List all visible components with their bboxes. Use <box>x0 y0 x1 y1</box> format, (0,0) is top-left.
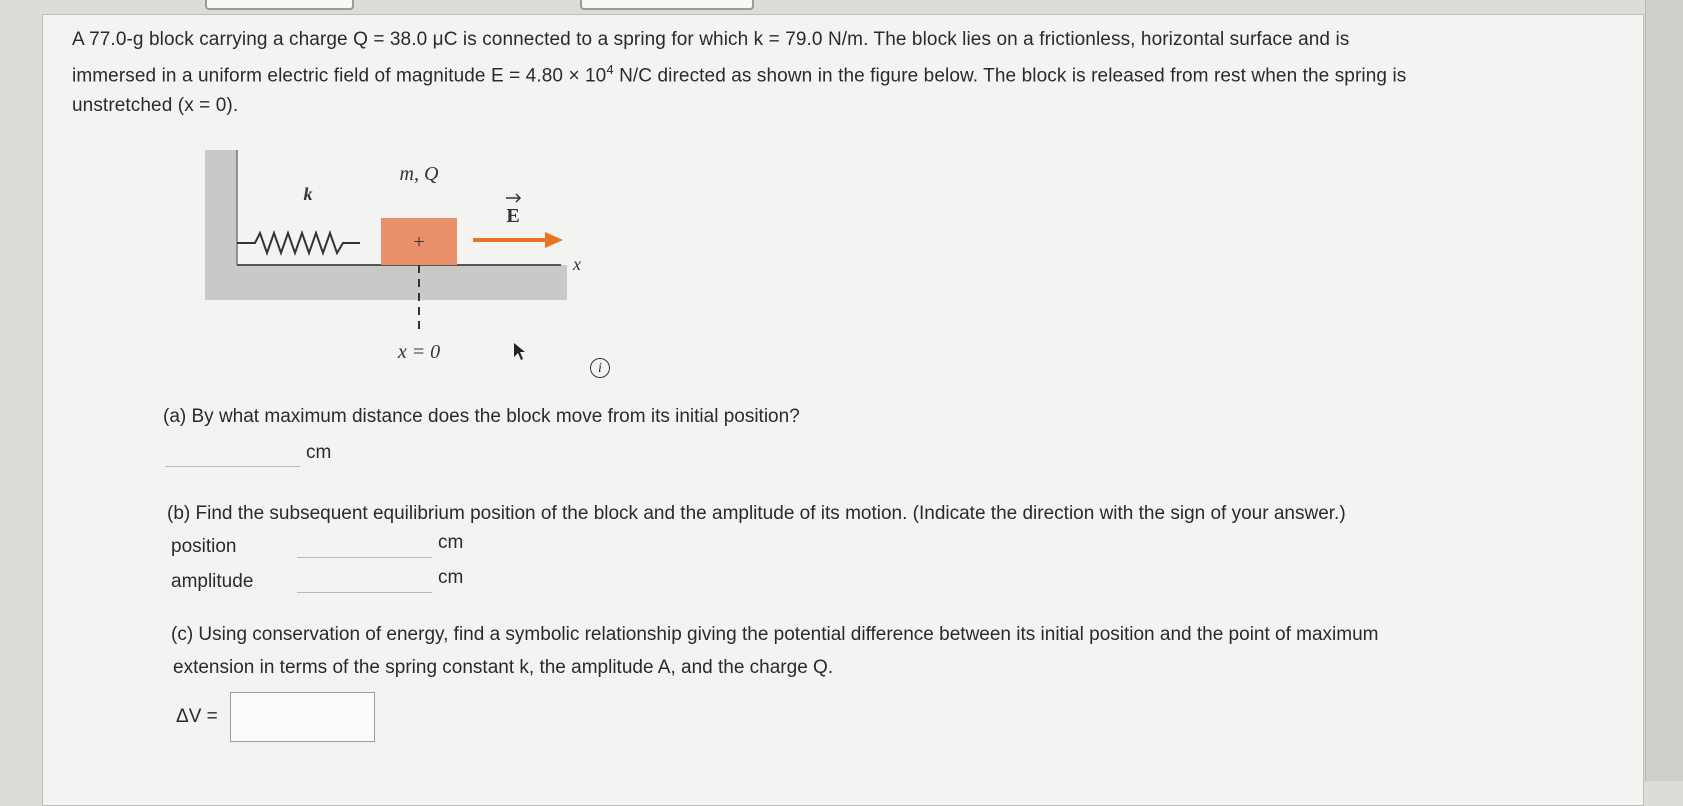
question-b-text: (b) Find the subsequent equilibrium position of the block and the amplitude of its motion. (Indicate the direction with the sign of your answer.) <box>167 503 1346 524</box>
page-edge <box>1645 0 1683 781</box>
origin-label: x = 0 <box>397 341 441 363</box>
amplitude-input[interactable] <box>297 592 432 593</box>
floor <box>237 265 567 300</box>
wall <box>205 150 237 300</box>
delta-v-label: ΔV = <box>176 706 218 727</box>
block-label: m, Q <box>399 163 439 185</box>
question-c-line-1: (c) Using conservation of energy, find a symbolic relationship giving the potential difference between its initial position and the point of maximum <box>171 624 1379 645</box>
answer-a-unit: cm <box>306 442 332 463</box>
amplitude-unit: cm <box>438 567 464 588</box>
field-label: E <box>506 205 520 227</box>
question-c-line-2: extension in terms of the spring constant k, the amplitude A, and the charge Q. <box>173 657 834 678</box>
spring-block-figure <box>205 150 635 380</box>
position-unit: cm <box>438 532 464 553</box>
amplitude-label: amplitude <box>171 571 254 592</box>
problem-statement <box>72 25 1632 121</box>
exponent: 4 <box>606 62 614 77</box>
axis-label: x <box>573 254 581 274</box>
spring-label: k <box>303 184 313 204</box>
intro-line-3: unstretched (x = 0). <box>72 95 239 117</box>
intro-line-1: A 77.0-g block carrying a charge Q = 38.0 μC is connected to a spring for which k = 79.0 N/m. The block lies on a frictionless, horizontal surface and is <box>72 29 1350 50</box>
field-arrowhead <box>545 232 563 248</box>
field-vector-mark <box>506 194 520 202</box>
top-tab-box <box>580 0 754 10</box>
top-tab-box <box>205 0 354 10</box>
info-icon[interactable]: i <box>590 358 610 378</box>
delta-v-input[interactable] <box>230 692 375 742</box>
block-sign: + <box>413 231 425 253</box>
spring <box>237 233 360 253</box>
question-a-text: (a) By what maximum distance does the block move from its initial position? <box>163 406 800 427</box>
position-label: position <box>171 536 237 557</box>
answer-a-input[interactable] <box>165 466 300 467</box>
intro-line-2: immersed in a uniform electric field of magnitude $E = 4.80 \times 10^4$ N/C directed as shown in the figure below. The block is released from rest when the spring is <box>72 62 1407 87</box>
position-input[interactable] <box>297 557 432 558</box>
mouse-cursor-icon <box>513 342 527 362</box>
